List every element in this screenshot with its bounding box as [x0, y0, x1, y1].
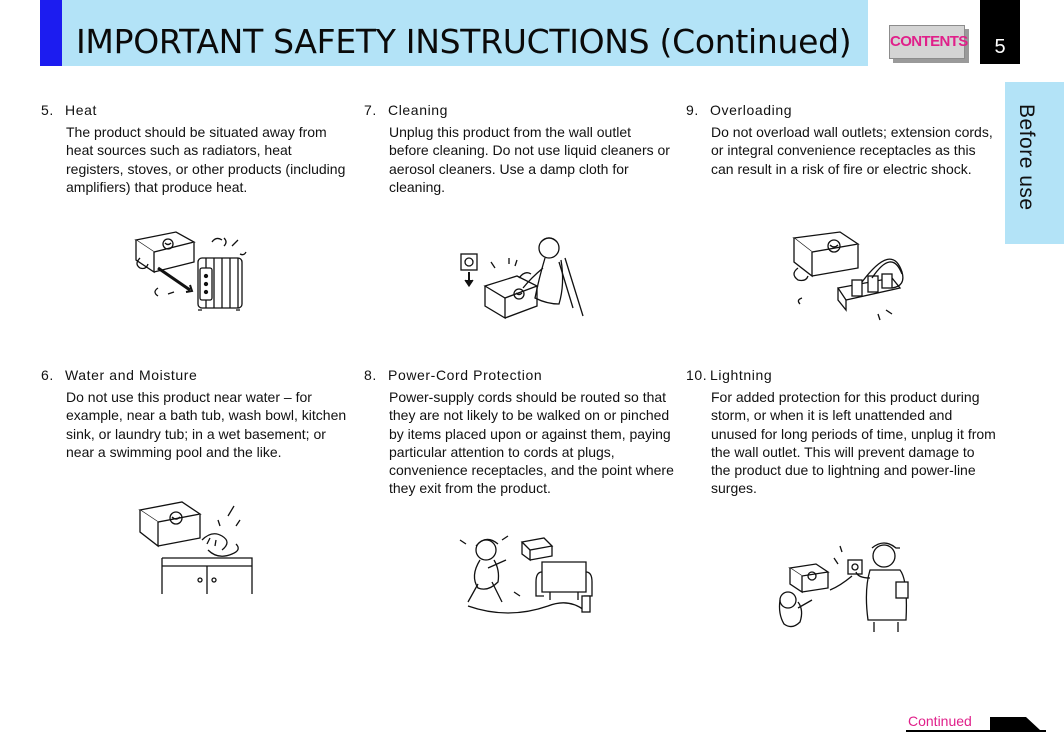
item-number: 10. — [686, 367, 708, 383]
item-body: For added protection for this product during storm, or when it is left unattended and unused for long periods of time, unplug it from the wall outlet. This will prevent damage to the product due to lightning and power-line surges. — [711, 389, 996, 497]
item-title: Cleaning — [388, 102, 449, 118]
lightning-illustration — [772, 538, 914, 634]
item-heading — [364, 101, 674, 119]
item-title: Heat — [65, 102, 97, 118]
page-number: 5 — [980, 0, 1020, 64]
item-number: 8. — [364, 367, 377, 383]
instruction-item — [364, 366, 674, 498]
instruction-item — [41, 366, 351, 461]
item-title: Overloading — [710, 102, 793, 118]
cleaning-illustration — [455, 228, 587, 326]
contents-button-label: CONTENTS — [889, 25, 965, 59]
item-title: Power-Cord Protection — [388, 367, 543, 383]
water-moisture-illustration — [132, 496, 256, 596]
instruction-item — [41, 101, 351, 196]
item-body: Power-supply cords should be routed so that they are not likely to be walked on or pinched by items placed upon or against them, paying particular attention to cords at plugs, convenience receptacles, and the point where they exit from the product. — [389, 389, 674, 497]
item-body: Unplug this product from the wall outlet before cleaning. Do not use liquid cleaners or aerosol cleaners. Use a damp cloth for cleaning. — [389, 124, 670, 195]
next-arrow-icon[interactable] — [990, 713, 1042, 733]
item-heading — [686, 366, 996, 384]
title-accent-bar — [40, 0, 62, 66]
item-number: 7. — [364, 102, 377, 118]
item-title: Lightning — [710, 367, 773, 383]
item-heading — [686, 101, 996, 119]
power-cord-illustration — [458, 532, 593, 618]
item-body: Do not overload wall outlets; extension cords, or integral convenience receptacles as this can result in a risk of fire or electric shock. — [711, 124, 993, 177]
item-heading — [41, 101, 351, 119]
contents-button[interactable] — [889, 25, 969, 63]
item-title: Water and Moisture — [65, 367, 198, 383]
item-heading — [364, 366, 674, 384]
item-heading — [41, 366, 351, 384]
item-number: 5. — [41, 102, 54, 118]
instruction-item — [364, 101, 674, 196]
item-body: Do not use this product near water – for example, near a bath tub, wash bowl, kitchen sink, or laundry tub; in a wet basement; or near a swimming pool and the like. — [66, 389, 347, 460]
continued-link[interactable]: Continued — [908, 713, 972, 729]
instruction-item — [686, 101, 996, 178]
section-tab-label: Before use — [1015, 104, 1038, 211]
instruction-item — [686, 366, 996, 498]
item-number: 6. — [41, 367, 54, 383]
overloading-illustration — [782, 228, 917, 324]
item-number: 9. — [686, 102, 699, 118]
item-body: The product should be situated away from heat sources such as radiators, heat registers, stoves, or other products (including amplifiers) that produce heat. — [66, 124, 346, 195]
projector-radiator-illustration — [128, 228, 253, 318]
page-title: IMPORTANT SAFETY INSTRUCTIONS (Continued) — [76, 22, 852, 61]
